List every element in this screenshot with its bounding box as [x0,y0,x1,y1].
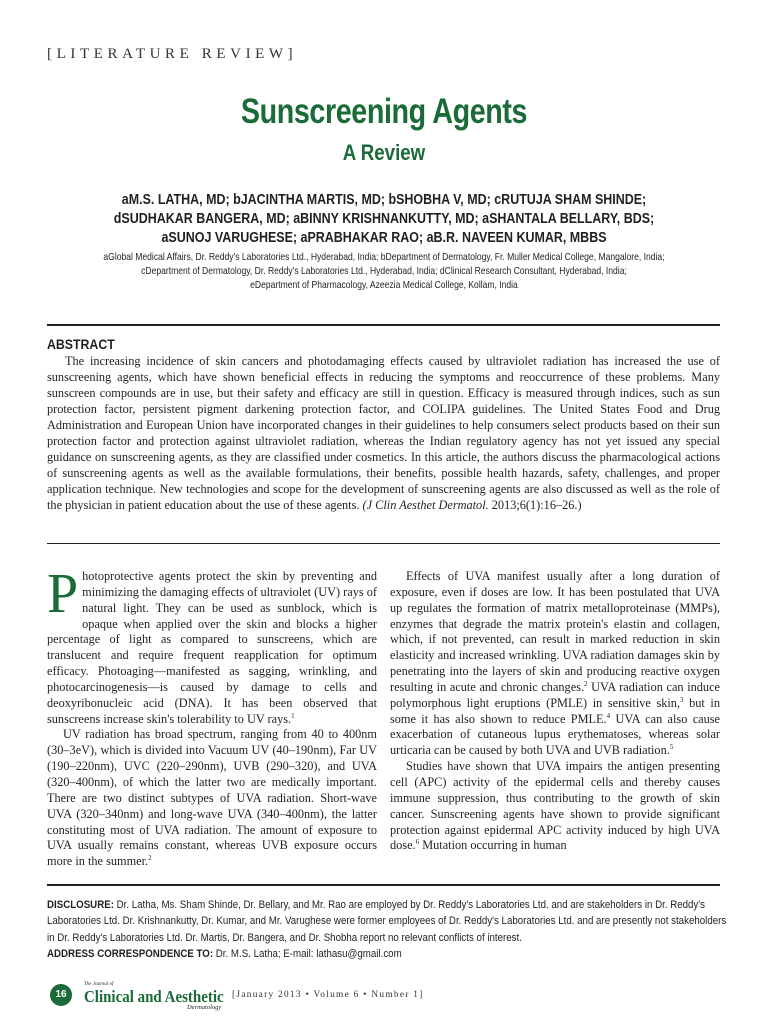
divider [47,324,720,326]
reference-mark: 5 [669,743,674,752]
body-paragraph [47,727,377,870]
abstract-heading: ABSTRACT [47,336,115,352]
abstract-text: The increasing incidence of skin cancers and photodamaging effects caused by ultraviolet radiation has increased the use of sunscreening agents, which have shown beneficial effects in reducing the symptoms and reoccurrence of these problems. Many sunscreen compounds are in use, but their safety and efficacy are still in question. Efficacy is measured through indices, such as sun protection factor, persistent pigment darkening protection factor, and COLIPA guidelines. The United States Food and Drug Administration and European Union have incorporated changes in their guidelines to help consumers select products based on their sun protection factor and protection against ultraviolet radiation, whereas the Indian regulatory agency has not yet issued any special guidance on sunscreening agents, as they are classified under cosmetics. In this article, the authors discuss the pharmacological actions of sunscreening agents as well as the available formulations, their benefits, possible health hazards, safety, challenges, and proper application technique. New technologies and scope for the development of sunscreening agents are also discussed as well as the role of the physician in patient education about the use of these agents. [47,354,720,512]
journal-logo-small: The Journal of [84,982,114,987]
paragraph-text: hotoprotective agents protect the skin by preventing and minimizing the damaging effects of ultraviolet (UV) rays of natural light. They can be used as sunblock, which is opaque when applied over the skin and blocks a higher percentage of light as compared to sunscreens, which are translucent and require frequent reapplication for optimum efficacy. Photoaging—manifested as sagging, wrinkling, and photocarcinogenesis—is caused by damage to cells and deoxyribonucleic acid (DNA). It has been observed that sunscreens increase skin's tolerability to UV rays. [47,569,377,726]
author-line-3: aSUNOJ VARUGHESE; aPRABHAKAR RAO; aB.R. NAVEEN KUMAR, MBBS [161,230,607,246]
reference-mark: 2 [584,679,588,688]
article-subtitle: A Review [342,140,426,165]
journal-logo-name: Clinical and Aesthetic [84,987,224,1006]
paragraph-text: Effects of UVA manifest usually after a long duration of exposure, even if doses are low. It has been postulated that UVA up regulates the formation of matrix metalloproteinase (MMPs), enzymes that degrade the matrix protein's elastin and collagen, which, if not prevented, can result in marked reduction in skin elasticity and increased wrinkling. UVA radiation damages skin by penetrating into the layers of skin and producing reactive oxygen resulting in acute and chronic changes. [390,569,720,694]
paragraph-text: Mutation occurring in human [419,838,567,853]
affiliation-line-1: aGlobal Medical Affairs, Dr. Reddy's Laboratories Ltd., Hyderabad, India; bDepartment of Dermatology, Fr. Muller Medical College, Mangalore, India; [103,252,665,263]
divider [47,543,720,544]
disclosure-label: DISCLOSURE: [47,899,114,911]
abstract-body [47,353,720,513]
paragraph-text: UVA radiation can induce polymorphous light eruptions (PMLE) in sensitive skin, [390,679,720,710]
journal-logo-sub: Dermatology [187,1004,222,1011]
paragraph-text: UV radiation has broad spectrum, ranging from 40 to 400nm (30–3eV), which is divided into Vacuum UV (40–190nm), Far UV (190–220nm), UVC (220–290nm), UVB (290–320), and UVA (320–400nm), of which the latter two are medically important. There are two distinct subtypes of UVA radiation. Short-wave UVA (320–340nm) and long-wave UVA (340–400nm), the latter constituting most of UVA radiation. The amount of exposure to UVA usually remains constant, whereas UVB exposure occurs more in the summer. [47,727,377,869]
address-text: Dr. M.S. Latha; E-mail: lathasu@gmail.com [215,948,402,961]
reference-mark: 4 [606,711,611,720]
author-line-2: dSUDHAKAR BANGERA, MD; aBINNY KRISHNANKUTTY, MD; aSHANTALA BELLARY, BDS; [113,211,655,227]
drop-cap: P [47,563,79,625]
journal-logo [84,982,224,1012]
reference-mark: 6 [415,838,420,847]
paragraph-text: but in some it has also shown to reduce PMLE. [390,695,720,726]
address-label: ADDRESS CORRESPONDENCE TO: [47,948,214,961]
issue-info: [January 2013 • Volume 6 • Number 1] [232,990,424,1000]
affiliation-line-3: eDepartment of Pharmacology, Azeezia Medical College, Kollam, India [250,280,518,291]
paragraph-text: Studies have shown that UVA impairs the antigen presenting cell (APC) activity of the epidermal cells and thereby causes immune suppression, thus contributing to the growth of skin cancer. Sunscreening agents have shown to provide significant protection against epidermal APC activity induced by high UVA dose. [390,759,720,853]
divider [47,884,720,886]
author-line-1: aM.S. LATHA, MD; bJACINTHA MARTIS, MD; bSHOBHA V, MD; cRUTUJA SHAM SHINDE; [121,192,647,208]
article-title: Sunscreening Agents [240,92,528,131]
disclosure-block [47,897,726,963]
reference-mark: 3 [680,695,684,704]
reference-mark: 2 [148,854,152,863]
body-paragraph [390,759,720,854]
paragraph-text: UVA can also cause exacerbation of cutaneous lupus erythematoses, whereas solar urticaria can be caused by both UVA and UVB radiation. [390,711,721,758]
disclosure-text: Dr. Latha, Ms. Sham Shinde, Dr. Bellary, and Mr. Rao are employed by Dr. Reddy's Laboratories Ltd. and are stakeholders in Dr. Reddy's Laboratories Ltd. Dr. Krishnankutty, Dr. Kumar, and Mr. Varughese were former employees of Dr. Reddy's Laboratories Ltd. and are presently not stakeholders in Dr. Reddy's Laboratories Ltd. Dr. Martis, Dr. Bangera, and Dr. Shobha report no relevant conflicts of interest. [47,899,727,944]
reference-mark: 1 [291,711,295,720]
abstract-citation-journal: (J Clin Aesthet Dermatol. [362,498,489,512]
body-column-right [390,569,720,854]
section-tag: [LITERATURE REVIEW] [47,46,298,62]
affiliation-line-2: cDepartment of Dermatology, Dr. Reddy's Laboratories Ltd., Hyderabad, India; dClinical Research Consultant, Hyderabad, India; [141,266,627,277]
body-column-left [47,563,377,870]
body-paragraph [47,563,377,727]
abstract-citation-ref: 2013;6(1):16–26.) [491,498,582,512]
body-paragraph [390,569,720,759]
page-number-badge: 16 [50,984,72,1006]
